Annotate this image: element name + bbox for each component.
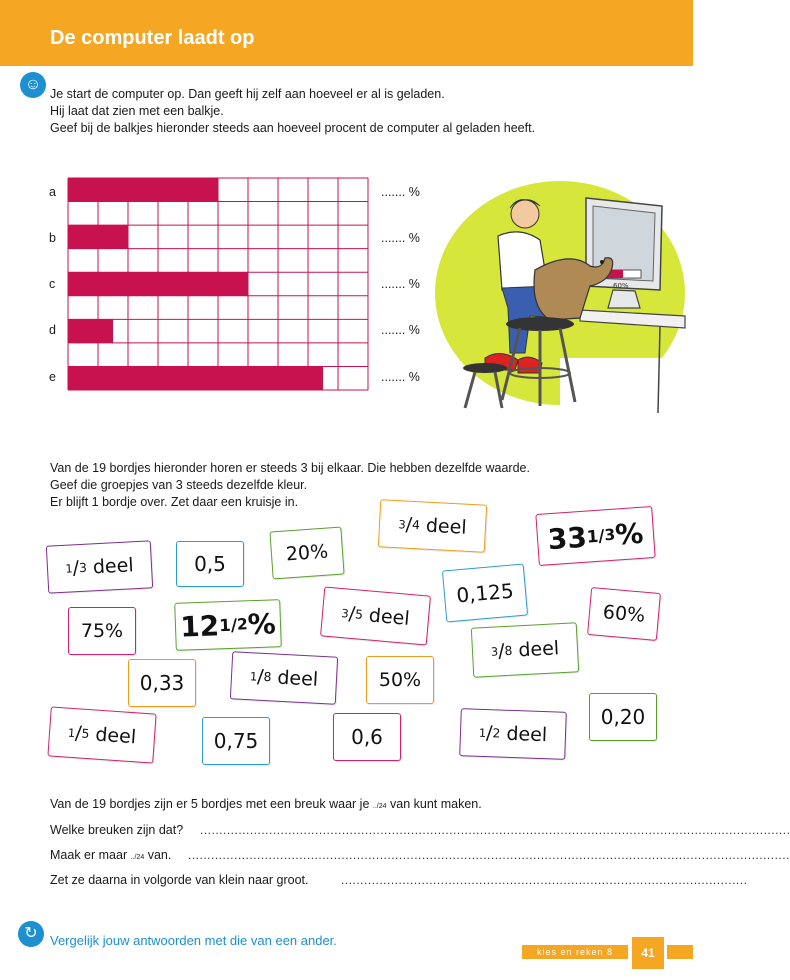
answer-blank-e[interactable]: ....... % — [381, 370, 420, 384]
answer-blank-c[interactable]: ....... % — [381, 277, 420, 291]
footer-strip — [667, 945, 693, 959]
card-one-half-deel[interactable]: 1 / 2 deel — [459, 708, 567, 760]
bar-label-b: b — [49, 231, 56, 245]
intro-line-2: Hij laat dat zien met een balkje. — [50, 104, 224, 118]
card-three-eighths-deel[interactable]: 3 / 8 deel — [471, 622, 579, 677]
instructions-line-2: Geef die groepjes van 3 steeds dezelfde kleur. — [50, 478, 308, 492]
card-33-one-third-percent[interactable]: 33 1 / 3 % — [535, 506, 655, 566]
card-one-eighth-deel[interactable]: 1 / 8 deel — [230, 651, 338, 704]
instructions-line-1: Van de 19 bordjes hieronder horen er steeds 3 bij elkaar. Die hebben dezelfde waarde. — [50, 461, 530, 475]
compare-instruction: Vergelijk jouw antwoorden met die van een ander. — [50, 933, 337, 948]
book-title-tag: kies en reken 8 — [522, 945, 628, 959]
card-75-percent[interactable]: 75% — [68, 607, 136, 655]
intro-line-1: Je start de computer op. Dan geeft hij zelf aan hoeveel er al is geladen. — [50, 87, 445, 101]
page-header — [0, 0, 693, 66]
answer-line-3[interactable]: ............................................................................................................................................................. — [188, 848, 790, 862]
page-number: 41 — [632, 937, 664, 969]
question-2: Welke breuken zijn dat? — [50, 823, 184, 837]
loading-bar-a — [68, 178, 218, 202]
bar-label-a: a — [49, 185, 56, 199]
screen-percentage: 60% — [613, 282, 629, 290]
card-0-5[interactable]: 0,5 — [176, 541, 244, 587]
answer-blank-d[interactable]: ....... % — [381, 323, 420, 337]
bar-label-e: e — [49, 370, 56, 384]
card-one-fifth-deel[interactable]: 1 / 5 deel — [47, 706, 156, 763]
bar-label-d: d — [49, 323, 56, 337]
answer-line-4[interactable]: .......................................................................................................... — [341, 873, 748, 887]
loading-bar-d — [68, 319, 113, 343]
card-three-quarters-deel[interactable]: 3 / 4 deel — [378, 499, 487, 553]
card-20-percent[interactable]: 20% — [269, 527, 344, 580]
card-0-125[interactable]: 0,125 — [442, 564, 528, 623]
question-4: Zet ze daarna in volgorde van klein naar groot. — [50, 873, 309, 887]
card-0-75[interactable]: 0,75 — [202, 717, 270, 765]
bar-label-c: c — [49, 277, 56, 291]
card-0-33[interactable]: 0,33 — [128, 659, 196, 707]
answer-blank-a[interactable]: ....... % — [381, 185, 420, 199]
card-0-6[interactable]: 0,6 — [333, 713, 401, 761]
intro-text — [50, 86, 535, 137]
loading-bar-e — [68, 366, 323, 390]
answer-blank-b[interactable]: ....... % — [381, 231, 420, 245]
page-title: De computer laadt op — [50, 27, 255, 49]
answer-line-2[interactable]: .......................................................................................................................................................... — [200, 823, 790, 837]
question-3: Maak er maar ../24 van. — [50, 848, 172, 862]
person-icon: ☺ — [20, 72, 46, 98]
intro-line-3: Geef bij de balkjes hieronder steeds aan hoeveel procent de computer al geladen heeft. — [50, 121, 536, 135]
card-0-20[interactable]: 0,20 — [589, 693, 657, 741]
compare-icon: ↻ — [18, 921, 44, 947]
question-1: Van de 19 bordjes zijn er 5 bordjes met een breuk waar je ../24 van kunt maken. — [50, 797, 482, 811]
card-one-third-deel[interactable]: 1 / 3 deel — [46, 540, 153, 593]
card-60-percent[interactable]: 60% — [587, 587, 661, 641]
card-50-percent[interactable]: 50% — [366, 656, 434, 704]
card-three-fifths-deel[interactable]: 3 / 5 deel — [320, 586, 431, 645]
boy-and-dog-at-computer-illustration — [430, 178, 685, 423]
card-12-one-half-percent[interactable]: 12 1 / 2 % — [174, 599, 282, 651]
instructions-line-3: Er blijft 1 bordje over. Zet daar een kruisje in. — [50, 495, 299, 509]
loading-bars-grid — [68, 178, 368, 390]
